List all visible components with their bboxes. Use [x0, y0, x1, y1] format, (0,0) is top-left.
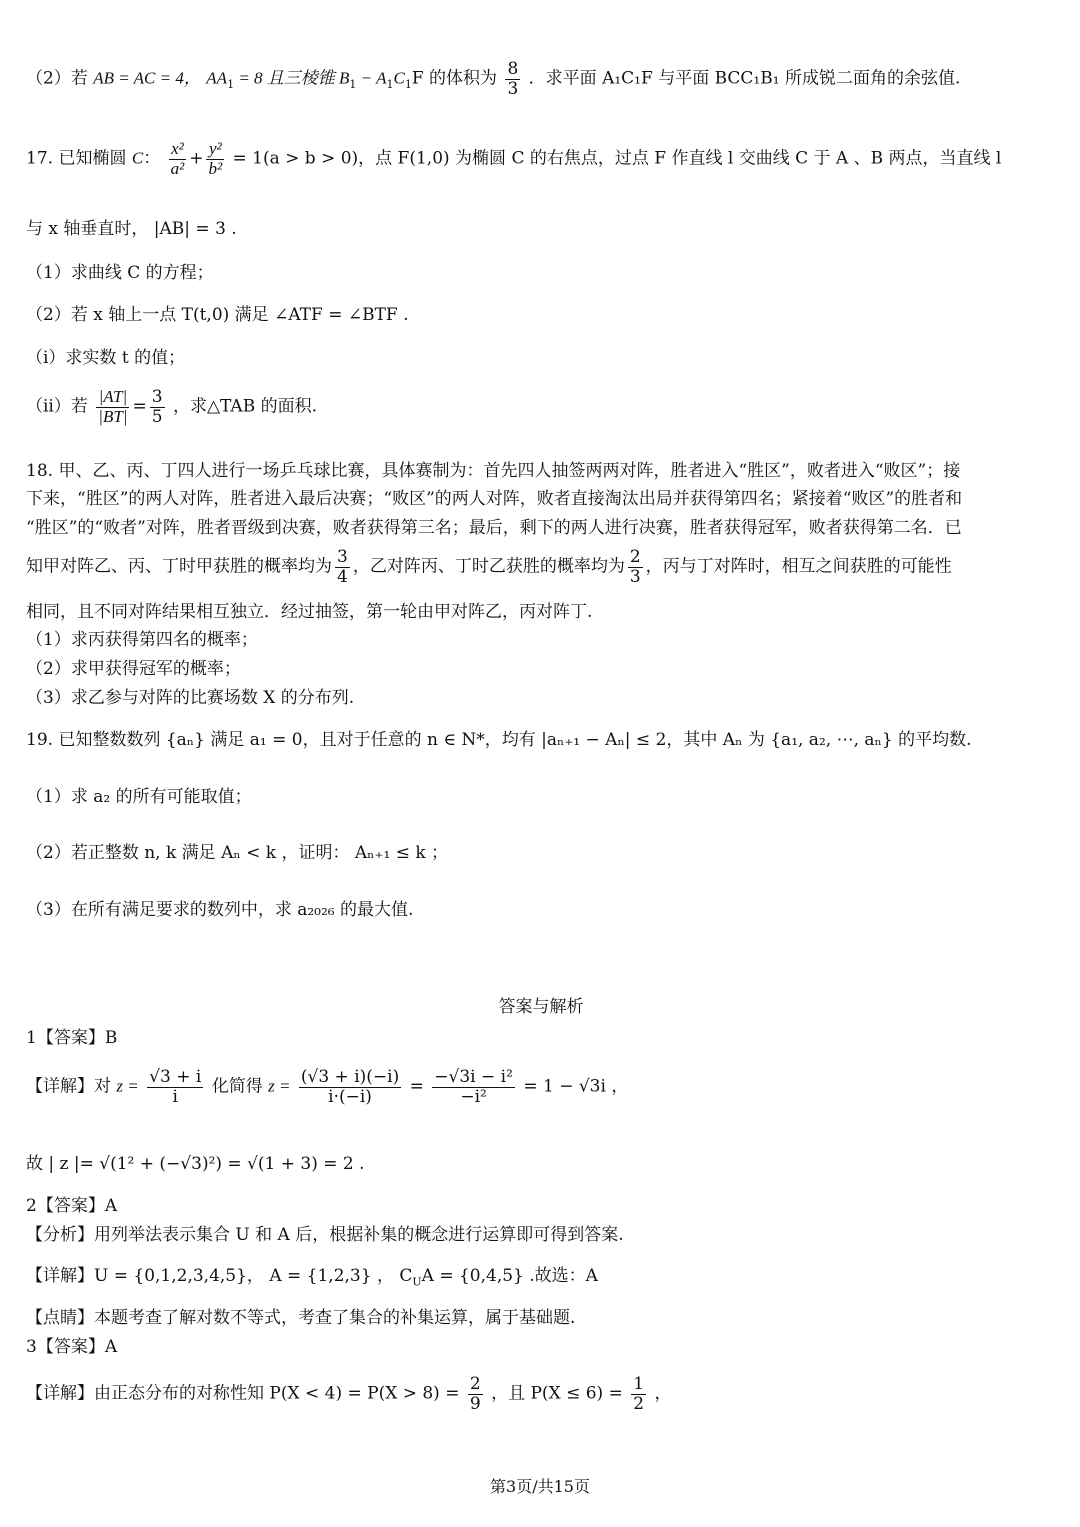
q18-line2: 下来，“胜区”的两人对阵，胜者进入最后决赛；“败区”的两人对阵，败者直接淘汰出局并获得第四名；紧接着“败区”的胜者和 — [26, 489, 963, 509]
numerator: (√3 + i)(−i) — [300, 1067, 400, 1087]
q16-part2-prefix: （2）若 — [26, 68, 88, 89]
equals-sign: = — [132, 396, 147, 417]
numerator: 3 — [151, 387, 163, 407]
q17-part2-ii-prefix: （ii）若 — [26, 396, 88, 417]
q17-part2-i: （i）求实数 t 的值； — [26, 348, 186, 368]
denominator: 5 — [151, 406, 163, 427]
fraction-3-4 — [335, 548, 350, 586]
q16-part2-text: − A — [356, 68, 387, 88]
q17-colon: ： — [143, 148, 161, 169]
detail-text: 【详解】U = {0,1,2,3,4,5}， A = {1,2,3} ， C — [26, 1266, 413, 1286]
fraction-1-2 — [631, 1375, 646, 1413]
q18-line4-text: ，丙与丁对阵时，相互之间获胜的可能性 — [645, 556, 952, 577]
denominator: 3 — [629, 566, 641, 587]
q18-part2: （2）求甲获得冠军的概率； — [26, 659, 241, 679]
denominator: i·(−i) — [299, 1087, 401, 1107]
plus-sign: + — [189, 148, 204, 169]
fraction-3-5 — [150, 388, 165, 426]
q16-part2-text: AB = AC = 4， — [93, 68, 201, 88]
denominator: 4 — [337, 566, 348, 587]
q17-curve-name: C — [131, 148, 144, 168]
denominator: 3 — [507, 78, 519, 99]
fraction-simplify-2 — [432, 1068, 515, 1106]
q18-part1: （1）求丙获得第四名的概率； — [26, 630, 258, 650]
q18-line4 — [26, 548, 1056, 586]
q16-subscript: 1 — [349, 78, 357, 92]
q19-stem: 19. 已知整数数列 {aₙ} 满足 a₁ = 0，且对于任意的 n ∈ N*，均有 |aₙ₊₁ − Aₙ| ≤ 2，其中 Aₙ 为 {a₁, a₂, ⋯, aₙ} 的平均数. — [26, 730, 972, 750]
answer-3: 3【答案】A — [26, 1337, 118, 1357]
numerator: −√3i − i² — [434, 1067, 513, 1087]
answer-1: 1【答案】B — [26, 1028, 118, 1048]
answer-2-detail — [26, 1265, 1056, 1290]
fraction-simplify-1 — [299, 1068, 401, 1106]
detail-text: ，且 P(X ≤ 6) = — [491, 1383, 623, 1404]
q18-part3: （3）求乙参与对阵的比赛场数 X 的分布列. — [26, 688, 355, 708]
q16-part2-text: F 的体积为 — [411, 68, 498, 89]
fraction-y2-b2 — [206, 140, 224, 178]
q17-number: 17. 已知椭圆 — [26, 148, 127, 169]
denominator: |BT| — [98, 406, 128, 426]
detail-text: A = {0,4,5} .故选：A — [421, 1266, 598, 1286]
numerator: 1 — [633, 1374, 645, 1394]
page-footer: 第3页/共15页 — [490, 1477, 590, 1496]
q18-line3: “胜区”的“败者”对阵，胜者晋级到决赛，败者获得第三名；最后，剩下的两人进行决赛，胜者获得冠军，败者获得第二名．已 — [26, 518, 962, 538]
numerator: x² — [171, 139, 184, 158]
fraction-2-3 — [628, 548, 643, 586]
answer-3-detail — [26, 1375, 1056, 1413]
detail-result: = 1 − √3i ， — [523, 1076, 629, 1097]
q18-line1: 18. 甲、乙、丙、丁四人进行一场乒乓球比赛，具体赛制为：首先四人抽签两两对阵，胜者进入“胜区”，败者进入“败区”；接 — [26, 461, 961, 481]
denominator: −i² — [432, 1087, 515, 1107]
numerator: y² — [208, 139, 222, 158]
q17-part2-ii — [26, 388, 1056, 426]
q17-part1: （1）求曲线 C 的方程； — [26, 263, 214, 283]
q19-part3: （3）在所有满足要求的数列中，求 a₂₀₂₆ 的最大值. — [26, 900, 414, 920]
answer-1-modulus: 故 | z |= √(1² + (−√3)²) = √(1 + 3) = 2 . — [26, 1154, 365, 1174]
denominator: a² — [170, 158, 185, 178]
q18-line5: 相同，且不同对阵结果相互独立．经过抽签，第一轮由甲对阵乙，丙对阵丁. — [26, 602, 593, 622]
denominator: 2 — [633, 1393, 645, 1414]
variable-z: z = — [268, 1076, 291, 1096]
numerator: √3 + i — [149, 1067, 202, 1087]
q18-line4-text: ，乙对阵丙、丁时乙获胜的概率均为 — [352, 556, 625, 577]
detail-text: ， — [654, 1383, 672, 1404]
q17-line2: 与 x 轴垂直时， |AB| = 3 . — [26, 219, 237, 239]
fraction-8-3 — [505, 60, 520, 98]
q17-stem — [26, 140, 1056, 178]
q19-part1: （1）求 a₂ 的所有可能取值； — [26, 787, 252, 807]
answer-2-comment: 【点睛】本题考查了解对数不等式，考查了集合的补集运算，属于基础题. — [26, 1308, 576, 1328]
answer-1-detail — [26, 1068, 1056, 1106]
answers-heading: 答案与解析 — [498, 997, 584, 1017]
q16-subscript: 1 — [386, 78, 394, 92]
fraction-sqrt3-plus-i-over-i — [147, 1068, 203, 1106]
numerator: 2 — [469, 1374, 481, 1394]
fraction-at-bt — [96, 388, 129, 426]
fraction-2-9 — [468, 1375, 483, 1413]
q19-part2: （2）若正整数 n, k 满足 Aₙ < k ，证明： Aₙ₊₁ ≤ k ； — [26, 843, 449, 863]
q18-line4-text: 知甲对阵乙、丙、丁时甲获胜的概率均为 — [26, 556, 332, 577]
subscript: U — [412, 1275, 422, 1289]
numerator: 2 — [629, 547, 641, 567]
variable-z: z = — [116, 1076, 139, 1096]
equals-sign: = — [409, 1076, 424, 1097]
q17-part2-ii-tail: ，求△TAB 的面积. — [172, 396, 318, 417]
numerator: 8 — [507, 59, 519, 79]
fraction-x2-a2 — [169, 140, 187, 178]
answer-2-analysis: 【分析】用列举法表示集合 U 和 A 后，根据补集的概念进行运算即可得到答案. — [26, 1225, 624, 1245]
numerator: 3 — [337, 547, 348, 567]
detail-label: 【详解】对 — [26, 1076, 111, 1097]
numerator: |AT| — [98, 387, 128, 406]
answer-2: 2【答案】A — [26, 1196, 118, 1216]
q17-condition: = 1(a > b > 0)，点 F(1,0) 为椭圆 C 的右焦点，过点 F 作直线 l 交曲线 C 于 A 、B 两点，当直线 l — [232, 148, 1002, 169]
detail-text: 化简得 — [211, 1076, 263, 1097]
q16-part2-tail: ．求平面 A₁C₁F 与平面 BCC₁B₁ 所成锐二面角的余弦值. — [528, 68, 961, 89]
q16-subscript: 1 — [227, 78, 235, 92]
q17-part2: （2）若 x 轴上一点 T(t,0) 满足 ∠ATF = ∠BTF . — [26, 305, 409, 325]
q16-part2-text: C — [393, 68, 405, 88]
q16-part2-text: = 8 且三棱锥 B — [234, 68, 350, 88]
denominator: b² — [208, 158, 223, 178]
q16-subscript: 1 — [404, 78, 412, 92]
detail-text: 【详解】由正态分布的对称性知 P(X < 4) = P(X > 8) = — [26, 1383, 460, 1404]
q16-part2-text: AA — [206, 68, 228, 88]
q16-part2 — [26, 60, 1056, 98]
denominator: 9 — [469, 1393, 481, 1414]
denominator: i — [147, 1087, 203, 1107]
